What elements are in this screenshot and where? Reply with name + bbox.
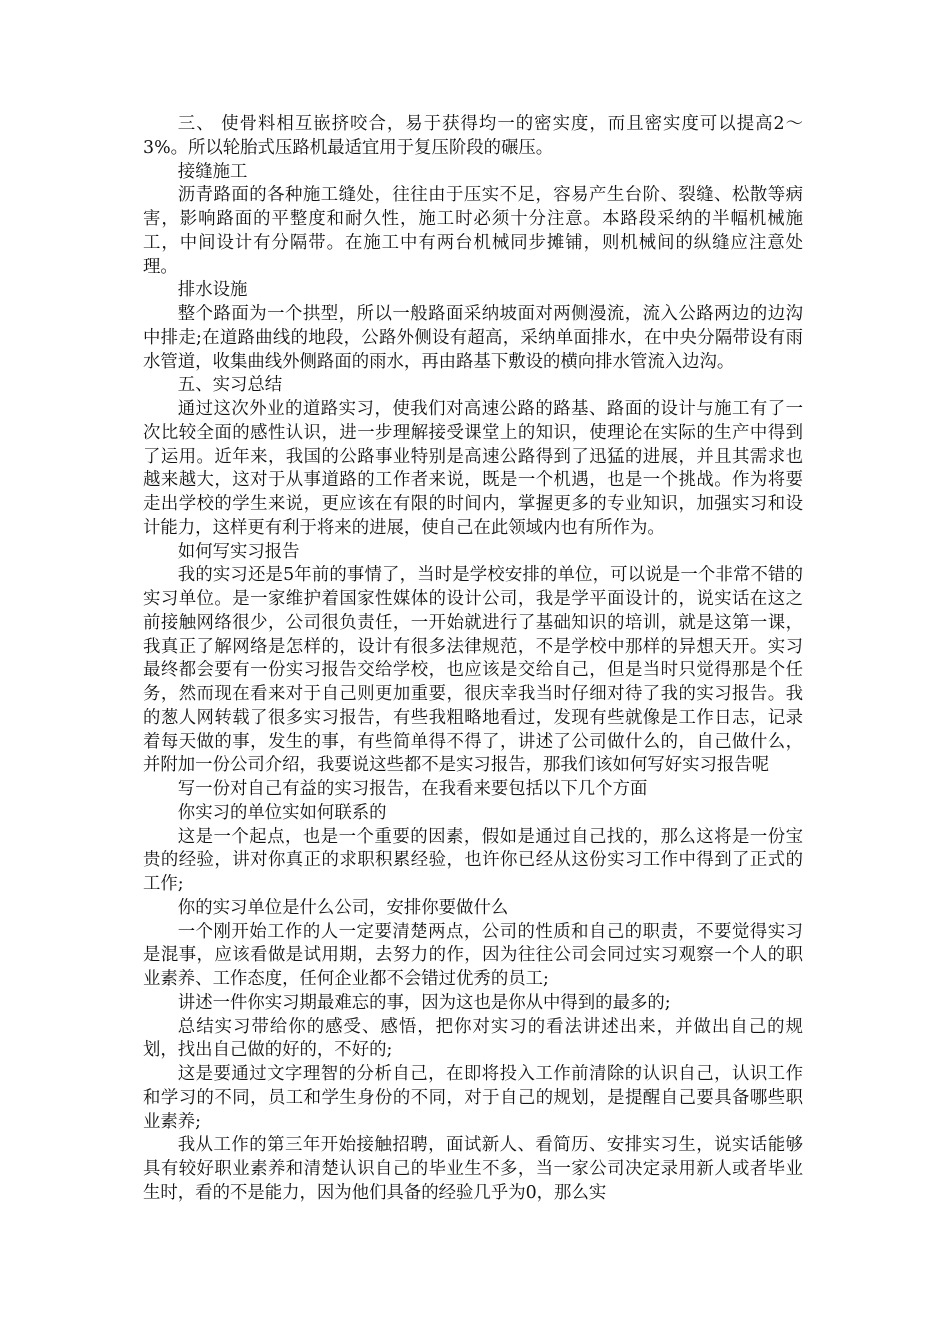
paragraph-compaction-note: 三、 使骨料相互嵌挤咬合，易于获得均一的密实度，而且密实度可以提高2～3%。所以轮胎式压路机最适宜用于复压阶段的碾压。: [143, 114, 803, 158]
paragraph-aspect-contact-detail: 这是一个起点，也是一个重要的因素，假如是通过自己找的，那么这将是一份宝贵的经验，讲对你真正的求职积累经验，也许你已经从这份实习工作中得到了正式的工作;: [143, 826, 803, 894]
heading-drainage: 排水设施: [177, 280, 248, 301]
paragraph-personal-experience: 我的实习还是5年前的事情了，当时是学校安排的单位，可以说是一个非常不错的实习单位。是一家维护着国家性媒体的设计公司，我是学平面设计的，说实话在这之前接触网络很少，公司很负责任，一开始就进行了基础知识的培训，就是这第一课，我真正了解网络是怎样的，设计有很多法律规范，不是学校中那样的异想天开。实习最终都会要有一份实习报告交给学校，也应该是交给自己，但是当时只觉得那是个任务，然而现在看来对于自己则更加重要，很庆幸我当时仔细对待了我的实习报告。我的葱人网转载了很多实习报告，有些我粗略地看过，发现有些就像是工作日志，记录着每天做的事，发生的事，有些简单得不得了，讲述了公司做什么的，自己做什么，并附加一份公司介绍，我要说这些都不是实习报告，那我们该如何写好实习报告呢: [143, 565, 803, 776]
heading-internship-summary: 五、实习总结: [177, 375, 283, 396]
heading-how-to-write-report: 如何写实习报告: [177, 541, 300, 562]
paragraph-joint-construction: 沥青路面的各种施工缝处，往往由于压实不足，容易产生台阶、裂缝、松散等病害，影响路面的平整度和耐久性，施工时必须十分注意。本路段采纳的半幅机械施工，中间设计有分隔带。在施工中有两台机械同步摊铺，则机械间的纵缝应注意处理。: [143, 185, 803, 277]
paragraph-drainage: 整个路面为一个拱型，所以一般路面采纳坡面对两侧漫流，流入公路两边的边沟中排走;在道路曲线的地段，公路外侧设有超高，采纳单面排水，在中央分隔带设有雨水管道，收集曲线外侧路面的雨水，再由路基下敷设的横向排水管流入边沟。: [143, 304, 803, 372]
document-body: [143, 113, 803, 1206]
heading-joint-construction: 接缝施工: [177, 161, 248, 182]
paragraph-aspect-company: 你的实习单位是什么公司，安排你要做什么: [177, 897, 509, 918]
paragraph-aspect-company-detail: 一个刚开始工作的人一定要清楚两点，公司的性质和自己的职责，不要觉得实习是混事，应该看做是试用期，去努力的作，因为往往公司会同过实习观察一个人的职业素养、工作态度，任何企业都不会错过优秀的员工;: [143, 921, 803, 989]
paragraph-internship-summary: 通过这次外业的道路实习，使我们对高速公路的路基、路面的设计与施工有了一次比较全面的感性认识，进一步理解接受课堂上的知识，使理论在实际的生产中得到了运用。近年来，我国的公路事业特别是高速公路得到了迅猛的进展，并且其需求也越来越大，这对于从事道路的工作者来说，既是一个机遇，也是一个挑战。作为将要走出学校的学生来说，更应该在有限的时间内，掌握更多的专业知识，加强实习和设计能力，这样更有利于将来的进展，使自己在此领域内也有所作为。: [143, 399, 803, 538]
paragraph-report-aspects-intro: 写一份对自己有益的实习报告，在我看来要包括以下几个方面: [177, 779, 648, 799]
paragraph-aspect-contact: 你实习的单位实如何联系的: [177, 802, 387, 823]
paragraph-aspect-summary-detail: 这是要通过文字理智的分析自己，在即将投入工作前清除的认识自己，认识工作和学习的不同，员工和学生身份的不同，对于自己的规划，是提醒自己要具备哪些职业素养;: [143, 1064, 803, 1132]
paragraph-recruiting-experience: 我从工作的第三年开始接触招聘，面试新人、看简历、安排实习生，说实话能够具有较好职业素养和清楚认识自己的毕业生不多，当一家公司决定录用新人或者毕业生时，看的不是能力，因为他们具备的经验几乎为0，那么实: [143, 1135, 803, 1203]
paragraph-aspect-summary: 总结实习带给你的感受、感悟，把你对实习的看法讲述出来，并做出自己的规划，找出自己做的好的，不好的;: [143, 1016, 803, 1061]
paragraph-aspect-memorable-event: 讲述一件你实习期最难忘的事，因为这也是你从中得到的最多的;: [177, 992, 671, 1013]
